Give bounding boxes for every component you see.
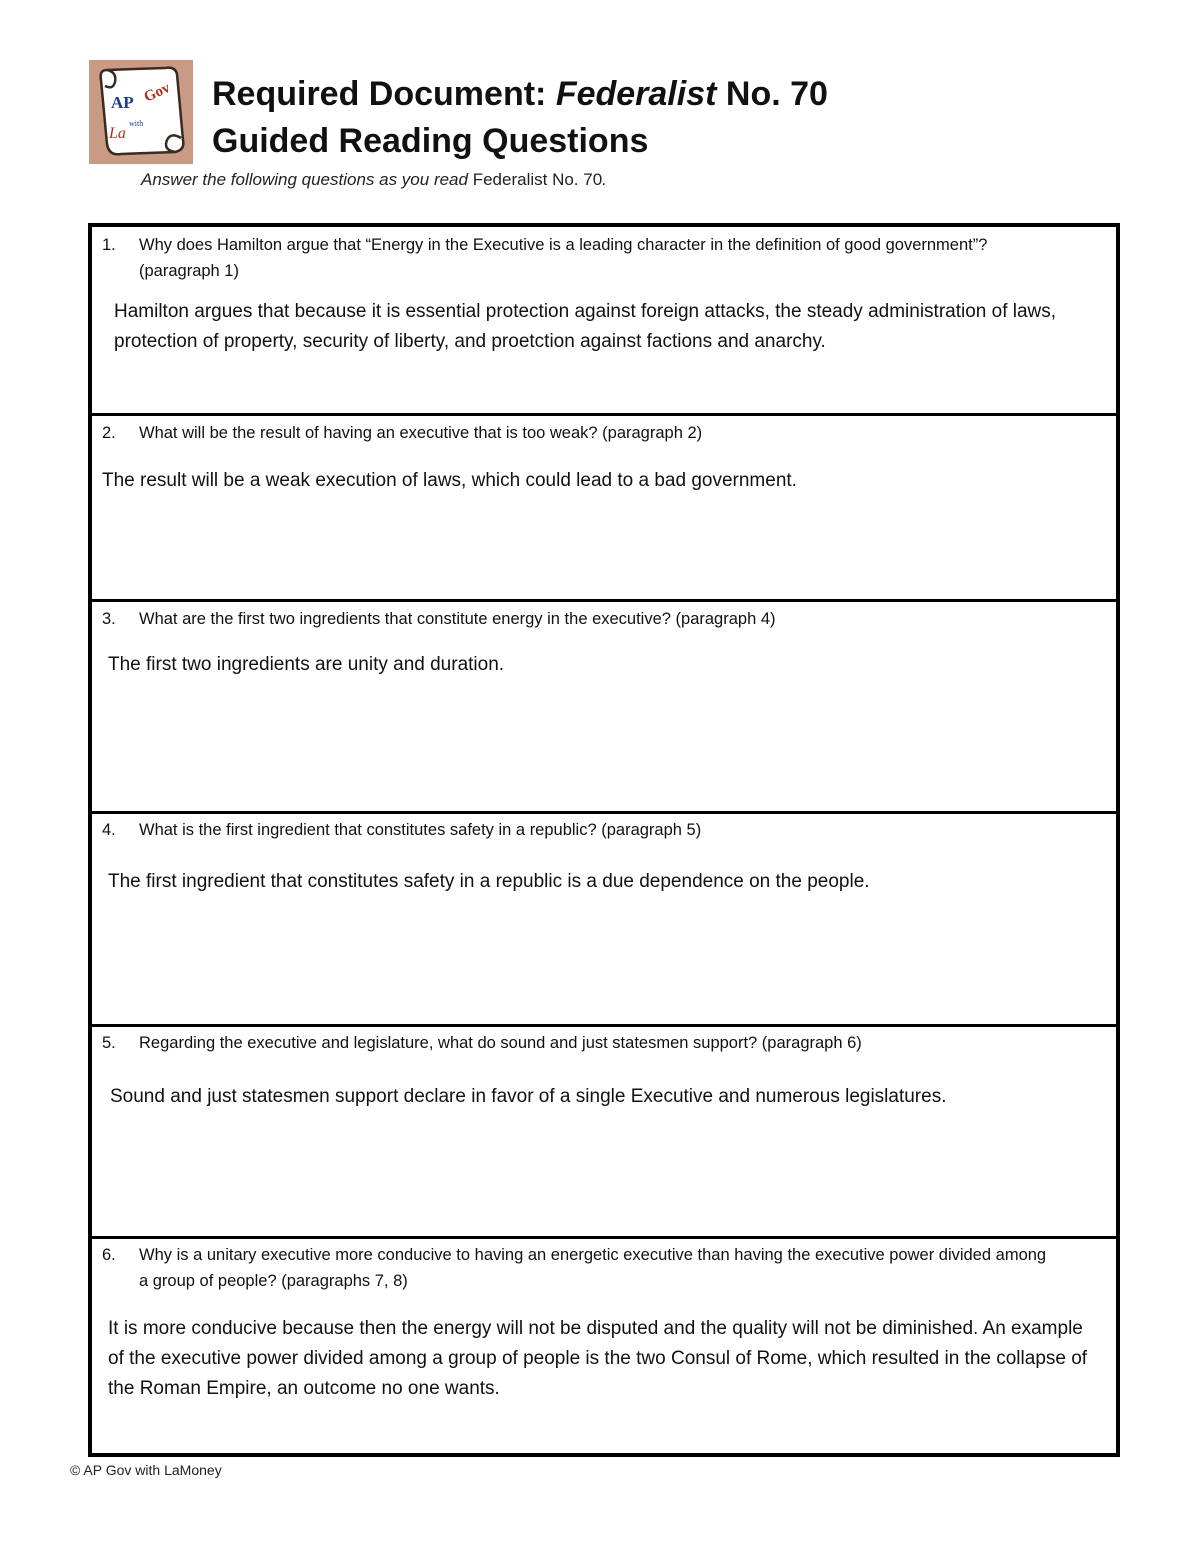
question-6 [102, 1242, 1056, 1294]
answer-5[interactable]: Sound and just statesmen support declare in favor of a single Executive and numerous legislatures. [110, 1086, 947, 1107]
title-prefix: Required Document: [212, 75, 556, 113]
answer-3[interactable]: The first two ingredients are unity and duration. [108, 654, 505, 675]
question-number: 1. [102, 236, 116, 254]
question-2 [102, 420, 1056, 446]
question-cell-3 [92, 602, 1116, 814]
title-document-name: Federalist [555, 75, 717, 113]
question-text: What will be the result of having an executive that is too weak? (paragraph 2) [139, 424, 703, 442]
question-text: What is the first ingredient that constitutes safety in a republic? (paragraph 5) [139, 821, 702, 839]
question-number: 4. [102, 821, 116, 839]
question-number: 2. [102, 424, 116, 442]
question-number: 6. [102, 1246, 116, 1264]
question-table [88, 223, 1120, 1457]
question-cell-2 [92, 416, 1116, 602]
question-cell-4 [92, 814, 1116, 1027]
question-4 [102, 817, 1056, 843]
question-cell-5 [92, 1027, 1116, 1239]
question-number: 5. [102, 1034, 116, 1052]
question-5 [102, 1030, 1056, 1056]
answer-6[interactable]: It is more conducive because then the energy will not be disputed and the quality will not be diminished. An example of the executive power divided among a group of people is the two Consul of Rome, which resulted in the collapse of the Roman Empire, an outcome no one wants. [108, 1318, 1088, 1399]
question-3 [102, 606, 1056, 632]
copyright-footer: © AP Gov with LaMoney [70, 1462, 222, 1478]
question-text: What are the first two ingredients that constitute energy in the executive? (paragraph 4) [139, 610, 776, 628]
page-subtitle: Guided Reading Questions [212, 122, 649, 160]
instructions [141, 170, 607, 190]
question-text: Why does Hamilton argue that “Energy in the Executive is a leading character in the definition of good government”? (paragraph 1) [139, 236, 988, 280]
answer-4[interactable]: The first ingredient that constitutes safety in a republic is a due dependence on the people. [108, 871, 870, 892]
question-cell-1 [92, 227, 1116, 416]
logo-text-gov: Gov [141, 79, 173, 106]
question-text: Regarding the executive and legislature, what do sound and just statesmen support? (paragraph 6) [139, 1034, 862, 1052]
instructions-end: . [602, 170, 607, 189]
logo-text-with: with [129, 119, 144, 128]
instructions-document: Federalist No. 70 [472, 170, 603, 189]
title-suffix: No. 70 [716, 75, 828, 113]
logo [89, 60, 193, 164]
logo-text-ap: AP [111, 93, 134, 112]
page-title [212, 75, 828, 114]
question-number: 3. [102, 610, 116, 628]
question-text: Why is a unitary executive more conducive to having an energetic executive than having the executive power divided among a group of people? (paragraphs 7, 8) [139, 1246, 1047, 1290]
answer-1[interactable]: Hamilton argues that because it is essential protection against foreign attacks, the steady administration of laws, protection of property, security of liberty, and proetction against factions and anarchy. [114, 301, 1057, 352]
logo-text-la: La [109, 125, 126, 142]
question-1 [102, 232, 1056, 284]
scroll-logo-icon [89, 60, 193, 164]
question-cell-6 [92, 1239, 1116, 1453]
answer-2[interactable]: The result will be a weak execution of laws, which could lead to a bad government. [102, 470, 797, 491]
instructions-text: Answer the following questions as you read [141, 170, 473, 189]
